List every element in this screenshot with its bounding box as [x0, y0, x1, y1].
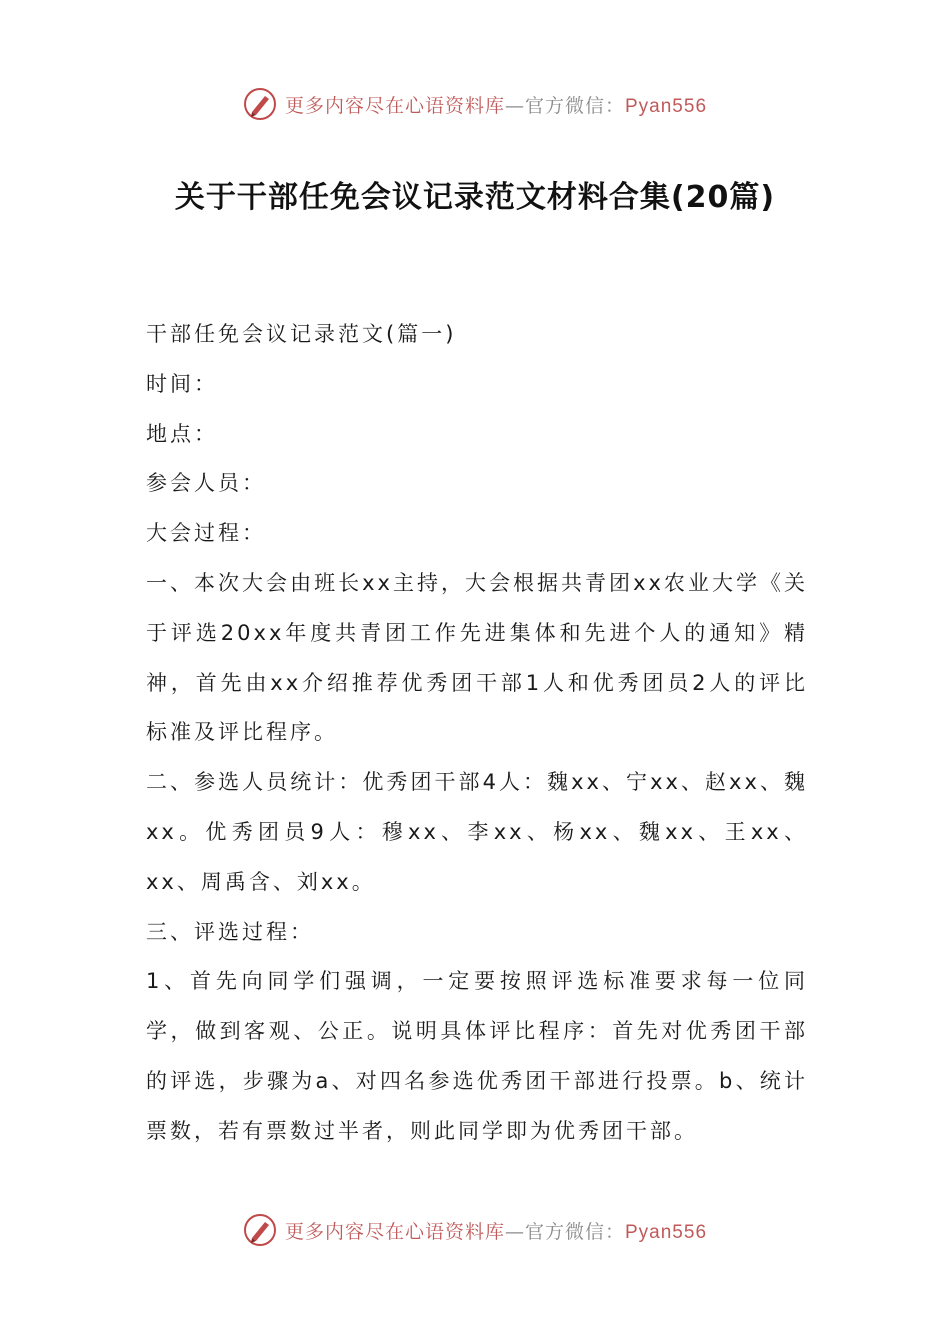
watermark-wechat-id: Pyan556 [625, 95, 708, 117]
watermark-banner-top [0, 82, 950, 126]
paragraph: 时间： [146, 371, 218, 396]
watermark-site: 更多内容尽在心语资料库 [284, 1220, 505, 1243]
watermark-text [285, 1217, 707, 1244]
paragraph: 二、参选人员统计：优秀团干部4人：魏xx、宁xx、赵xx、魏xx。优秀团员9人：穆xx、李xx、杨xx、魏xx、王xx、xx、周禹含、刘xx。 [146, 770, 808, 894]
paragraph: 1、首先向同学们强调，一定要按照评选标准要求每一位同学，做到客观、公正。说明具体评比程序：首先对优秀团干部的评选，步骤为a、对四名参选优秀团干部进行投票。b、统计票数，若有票数过半者，则此同学即为优秀团干部。 [146, 969, 808, 1143]
watermark-text [285, 91, 707, 118]
watermark-wechat-label: 官方微信： [524, 94, 625, 117]
paragraph: 参会人员： [146, 471, 266, 496]
paragraph: 大会过程： [146, 521, 266, 546]
pen-logo-icon [243, 1213, 277, 1247]
paragraph: 地点： [146, 421, 218, 446]
watermark-site: 更多内容尽在心语资料库 [284, 94, 505, 117]
watermark-separator: — [504, 94, 525, 117]
document-body [146, 310, 808, 1157]
document-title: 关于干部任免会议记录范文材料合集(20篇) [174, 180, 776, 215]
watermark-wechat-label: 官方微信： [524, 1220, 625, 1243]
watermark-separator: — [504, 1220, 525, 1243]
watermark-wechat-id: Pyan556 [625, 1221, 708, 1243]
paragraph: 三、评选过程： [146, 919, 314, 944]
paragraph: 干部任免会议记录范文(篇一) [146, 322, 457, 346]
paragraph: 一、本次大会由班长xx主持，大会根据共青团xx农业大学《关于评选20xx年度共青团工作先进集体和先进个人的通知》精神，首先由xx介绍推荐优秀团干部1人和优秀团员2人的评比标准及评比程序。 [146, 570, 808, 745]
pen-logo-icon [243, 87, 277, 121]
watermark-banner-bottom [0, 1208, 950, 1252]
